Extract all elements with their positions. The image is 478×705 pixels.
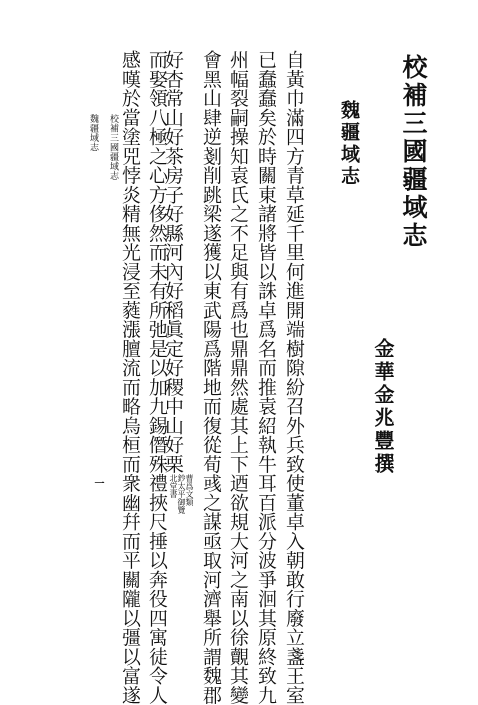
page-number: 一 [92, 478, 103, 488]
annotation-col-3: 北堂書 [169, 473, 178, 498]
body-column-3: 州幅裂嗣操知袁氏之不足與有爲也鼎鼎然處其上下迺欲規大河之南以徐覿其變 [227, 50, 249, 705]
body-column-2: 已蠢蠢矣於時關東諸將皆以誅卓爲名而推袁紹執牛耳百派分波爭洄其原終致九 [255, 50, 277, 705]
annotation-col-1: 曹爲文類 [185, 473, 194, 506]
inline-annotation [169, 474, 193, 514]
body-column-1: 自黃巾滿四方青草延千里何進開端樹隙紛召外兵致使董卓入朝敢行廢立盞王室 [283, 50, 305, 705]
author-line: 金華金兆豐撰 [371, 338, 395, 476]
book-title: 校補三國疆域志 [399, 54, 428, 250]
body-column-7: 感嘆於當塗兕悖炎精無光浸至蕤漲膻流而略烏桓而衆幽幷而平關隴以彊以富遂 [119, 50, 141, 705]
section-title: 魏疆域志 [338, 100, 360, 188]
annotation-col-2: 鈔太平御覽 [177, 473, 186, 514]
body-column-4: 會黑山肆逆剗削跳梁遂獲以東武陽爲階地而復從荀彧之謀亟取河濟舉所謂魏郡 [200, 50, 222, 705]
margin-section-title: 魏疆域志 [88, 114, 98, 152]
margin-book-title: 校補三國疆域志 [108, 114, 118, 181]
body-column-6: 而娶領八極之心方侈然而未有所弛是以加九錫僭殊禮挾尺捶以奔役四寓徒令人 [146, 50, 168, 705]
body-column-5-text: 好杏常山好茶房子好縣河內好稻眞定好稷中山好栗 [162, 50, 184, 474]
body-column-5 [162, 50, 194, 514]
